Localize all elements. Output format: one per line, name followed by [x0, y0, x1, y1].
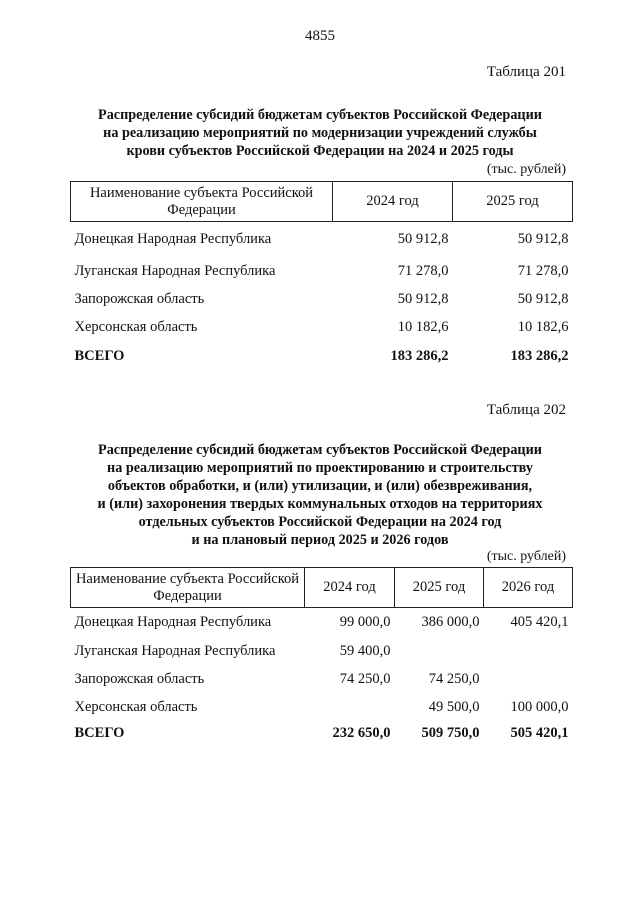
row-2024: 99 000,0 [339, 614, 391, 631]
header-2024: 2024 год [305, 568, 395, 608]
table-row [71, 258, 573, 286]
table-202-title [60, 441, 580, 549]
table-total-row [71, 342, 573, 372]
header-2025: 2025 год [395, 568, 484, 608]
table-201 [70, 181, 573, 372]
row-2024 [305, 694, 395, 722]
row-2025: 71 278,0 [517, 263, 569, 279]
row-2025: 49 500,0 [428, 699, 480, 715]
table-row [71, 222, 573, 258]
row-2026 [484, 666, 573, 694]
row-2025: 50 912,8 [517, 231, 569, 248]
table-row [71, 314, 573, 342]
row-subject: Херсонская область [74, 319, 198, 335]
table-202 [70, 567, 573, 746]
title-line: на реализацию мероприятий по модернизации учреждений службы [103, 125, 537, 141]
total-2024: 232 650,0 [332, 725, 391, 741]
table-201-title [60, 106, 580, 160]
title-line: крови субъектов Российской Федерации на 2024 и 2025 годы [126, 143, 514, 159]
table-201-units: (тыс. рублей) [486, 162, 566, 177]
total-2024: 183 286,2 [390, 348, 449, 364]
row-2025: 50 912,8 [517, 291, 569, 307]
total-2026: 505 420,1 [510, 725, 569, 741]
header-2026: 2026 год [484, 568, 573, 608]
row-subject: Донецкая Народная Республика [74, 614, 272, 631]
title-line: и (или) захоронения твердых коммунальных отходов на территориях [97, 496, 543, 512]
title-line: на реализацию мероприятий по проектированию и строительству [107, 460, 533, 476]
row-2024: 71 278,0 [397, 263, 449, 279]
row-2025: 74 250,0 [428, 671, 480, 687]
row-2024: 10 182,6 [397, 319, 449, 335]
row-2025 [395, 638, 484, 666]
row-subject: Запорожская область [74, 291, 205, 307]
table-total-row [71, 722, 573, 746]
total-2025: 183 286,2 [510, 348, 569, 364]
table-row [71, 694, 573, 722]
row-subject: Херсонская область [74, 699, 198, 715]
row-2026: 100 000,0 [510, 699, 569, 715]
table-201-label: Таблица 201 [486, 64, 566, 80]
table-202-label: Таблица 202 [486, 402, 566, 418]
title-line: отдельных субъектов Российской Федерации на 2024 год [138, 514, 502, 530]
total-label: ВСЕГО [74, 725, 125, 741]
table-header-row [71, 568, 573, 608]
table-row [71, 286, 573, 314]
table-row [71, 666, 573, 694]
row-2024: 59 400,0 [339, 643, 391, 659]
total-2025: 509 750,0 [421, 725, 480, 741]
row-2024: 50 912,8 [397, 291, 449, 307]
title-line: объектов обработки, и (или) утилизации, и (или) обезвреживания, [107, 478, 533, 494]
row-2024: 50 912,8 [397, 231, 449, 248]
row-2024: 74 250,0 [339, 671, 391, 687]
row-2025: 386 000,0 [421, 614, 480, 631]
row-2025: 10 182,6 [517, 319, 569, 335]
table-header-row [71, 182, 573, 222]
title-line: Распределение субсидий бюджетам субъектов Российской Федерации [98, 107, 542, 123]
header-2024: 2024 год [333, 182, 453, 222]
title-line: и на плановый период 2025 и 2026 годов [191, 532, 449, 548]
total-label: ВСЕГО [74, 348, 125, 364]
table-202-units: (тыс. рублей) [486, 549, 566, 564]
row-subject: Луганская Народная Республика [74, 263, 276, 279]
table-row [71, 608, 573, 638]
row-subject: Донецкая Народная Республика [74, 231, 272, 248]
row-2026 [484, 638, 573, 666]
row-2026: 405 420,1 [510, 614, 569, 631]
header-2025: 2025 год [453, 182, 573, 222]
row-subject: Запорожская область [74, 671, 205, 687]
table-row [71, 638, 573, 666]
row-subject: Луганская Народная Республика [74, 643, 276, 659]
header-subject: Наименование субъекта Российской Федерации [71, 182, 333, 222]
header-subject: Наименование субъекта Российской Федерации [71, 568, 305, 608]
page-number: 4855 [305, 28, 335, 44]
title-line: Распределение субсидий бюджетам субъектов Российской Федерации [98, 442, 542, 458]
